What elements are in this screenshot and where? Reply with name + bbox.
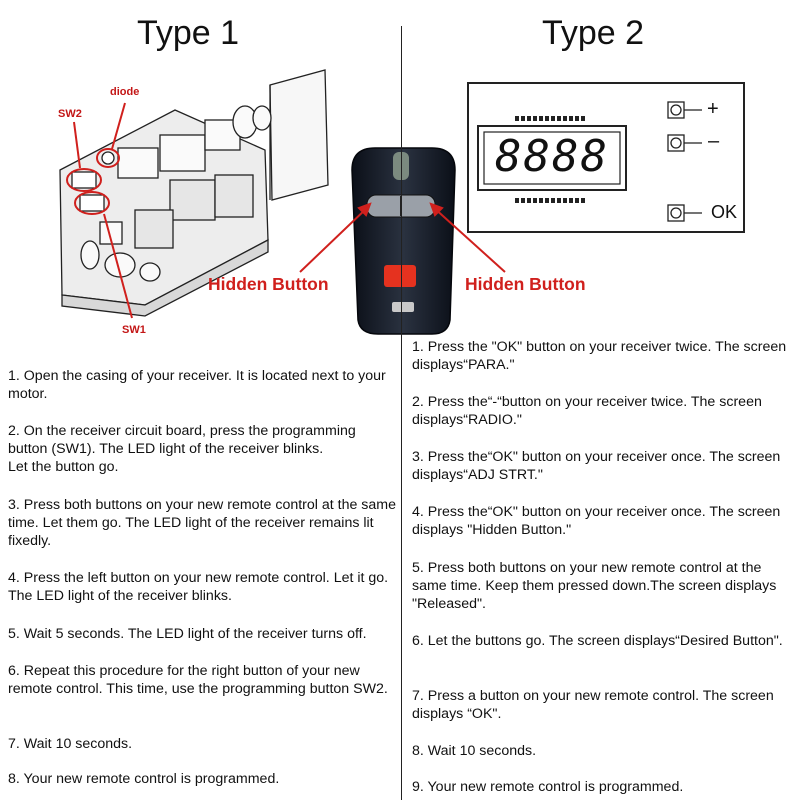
type1-step-4: 4. Press the left button on your new remote control. Let it go. The LED light of the receiver blinks.: [8, 570, 389, 604]
type2-step-4: 4. Press the“OK" button on your receiver once. The screen displays "Hidden Button.": [412, 504, 781, 538]
hidden-button-right-label: Hidden Button: [465, 274, 586, 294]
type2-step-3: 3. Press the“OK" button on your receiver once. The screen displays“ADJ STRT.": [412, 449, 781, 483]
type1-step-3: 3. Press both buttons on your new remote control at the same time. Let them go. The LED light of the receiver remains lit fixedly.: [8, 497, 397, 549]
type1-step-2-continued: Let the button go.: [8, 459, 119, 475]
type2-step-7: 7. Press a button on your new remote control. The screen displays “OK".: [412, 688, 774, 722]
type1-step-8: 8. Your new remote control is programmed.: [8, 771, 280, 787]
lcd-digits: 8888: [495, 131, 609, 182]
plus-button-label: +: [707, 98, 719, 120]
type2-step-2: 2. Press the“-“button on your receiver twice. The screen displays“RADIO.": [412, 394, 762, 428]
type1-step-2: 2. On the receiver circuit board, press the programming button (SW1). The LED light of the receiver blinks.: [8, 423, 356, 457]
type2-step-9: 9. Your new remote control is programmed.: [412, 779, 684, 795]
type2-step-8: 8. Wait 10 seconds.: [412, 743, 537, 759]
type1-step-1: 1. Open the casing of your receiver. It is located next to your motor.: [8, 368, 386, 402]
minus-button-label: –: [708, 130, 720, 152]
sw1-label: SW1: [122, 324, 146, 336]
column-divider: [401, 26, 402, 800]
type1-step-6: 6. Repeat this procedure for the right button of your new remote control. This time, use the programming button SW2.: [8, 663, 388, 697]
type2-title: Type 2: [541, 14, 645, 52]
type1-step-5: 5. Wait 5 seconds. The LED light of the receiver turns off.: [8, 626, 367, 642]
type2-step-5: 5. Press both buttons on your new remote control at the same time. Keep them pressed down.The screen displays "Released".: [412, 560, 777, 612]
type1-step-7: 7. Wait 10 seconds.: [8, 736, 133, 752]
diode-label: diode: [110, 86, 140, 98]
type2-step-1: 1. Press the "OK" button on your receiver twice. The screen displays“PARA.": [412, 339, 787, 373]
ok-button-label: OK: [711, 202, 738, 222]
type1-title: Type 1: [136, 14, 240, 52]
sw2-label: SW2: [58, 108, 82, 120]
type2-step-6: 6. Let the buttons go. The screen displays“Desired Button".: [412, 633, 783, 649]
hidden-button-left-label: Hidden Button: [208, 274, 329, 294]
